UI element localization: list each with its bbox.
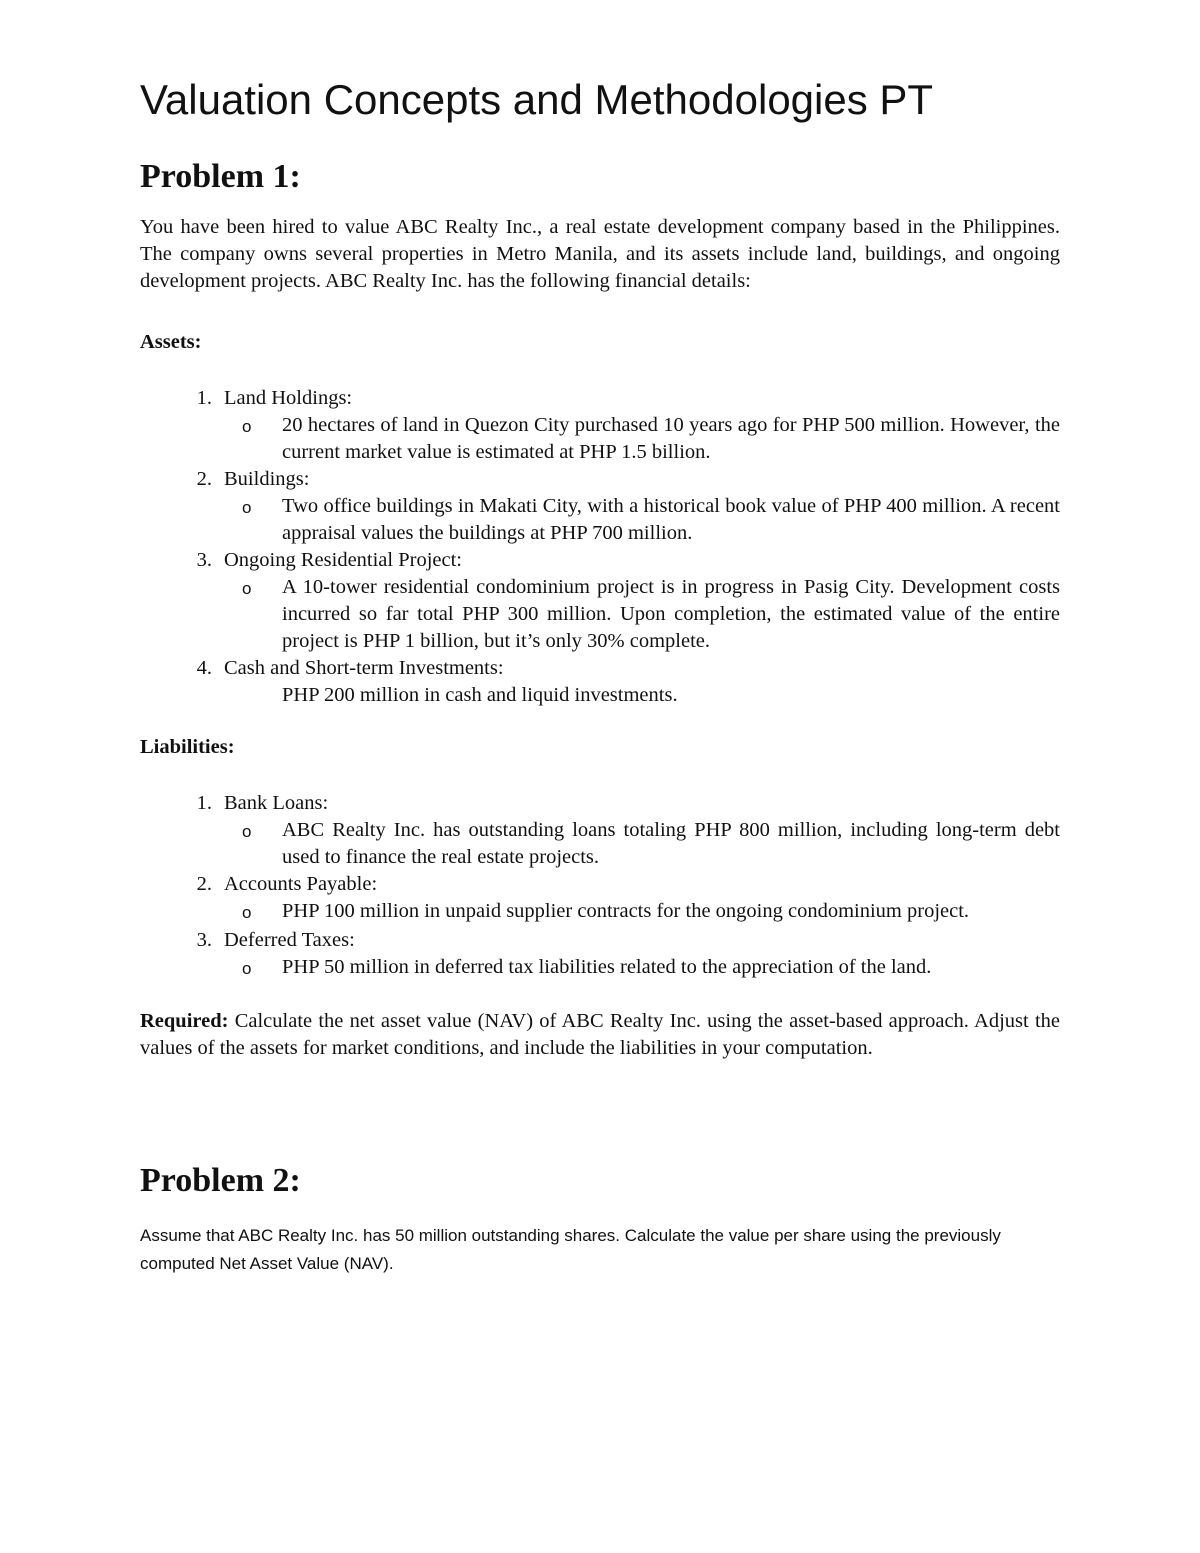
asset-detail: 20 hectares of land in Quezon City purchased 10 years ago for PHP 500 million. However, the current market value is estimated at PHP 1.5 billion. [282, 414, 1060, 463]
problem-1-heading: Problem 1: [140, 158, 301, 195]
asset-item-cash [140, 655, 1060, 709]
required-paragraph [140, 1008, 1060, 1062]
liability-detail: ABC Realty Inc. has outstanding loans totaling PHP 800 million, including long-term debt used to finance the real estate projects. [282, 819, 1060, 868]
required-text: Calculate the net asset value (NAV) of ABC Realty Inc. using the asset-based approach. Adjust the values of the assets for market conditions, and include the liabilities in your computation. [140, 1010, 1060, 1059]
problem-2-heading: Problem 2: [140, 1162, 301, 1199]
list-number: 1. [196, 387, 212, 409]
liabilities-list [140, 790, 1060, 983]
document-title: Valuation Concepts and Methodologies PT [140, 76, 934, 123]
list-number: 3. [196, 929, 212, 951]
bullet-icon: o [242, 959, 252, 978]
asset-detail: PHP 200 million in cash and liquid investments. [282, 684, 678, 706]
list-number: 1. [196, 792, 212, 814]
liability-label: Bank Loans: [224, 792, 329, 814]
liability-item-accounts-payable [140, 871, 1060, 927]
required-label: Required: [140, 1010, 229, 1032]
asset-item-land [140, 385, 1060, 466]
bullet-icon: o [242, 498, 252, 517]
liabilities-label: Liabilities: [140, 736, 235, 758]
list-number: 3. [196, 549, 212, 571]
asset-label: Land Holdings: [224, 387, 353, 409]
list-number: 2. [196, 468, 212, 490]
liability-item-deferred-taxes [140, 927, 1060, 983]
bullet-icon: o [242, 822, 252, 841]
problem-2-text: Assume that ABC Realty Inc. has 50 million outstanding shares. Calculate the value per share using the previously computed Net Asset Value (NAV). [140, 1226, 1001, 1273]
asset-item-residential-project [140, 547, 1060, 655]
asset-label: Cash and Short-term Investments: [224, 657, 504, 679]
assets-label: Assets: [140, 331, 202, 353]
liability-label: Accounts Payable: [224, 873, 378, 895]
bullet-icon: o [242, 417, 252, 436]
list-number: 2. [196, 873, 212, 895]
liability-detail: PHP 50 million in deferred tax liabilities related to the appreciation of the land. [282, 956, 932, 978]
liability-item-bank-loans [140, 790, 1060, 871]
assets-list [140, 385, 1060, 709]
list-number: 4. [196, 657, 212, 679]
liability-detail: PHP 100 million in unpaid supplier contracts for the ongoing condominium project. [282, 900, 970, 922]
liability-label: Deferred Taxes: [224, 929, 355, 951]
bullet-icon: o [242, 903, 252, 922]
problem-1-intro: You have been hired to value ABC Realty Inc., a real estate development company based in the Philippines. The company owns several properties in Metro Manila, and its assets include land, buildings, and ongoing development projects. ABC Realty Inc. has the following financial details: [140, 216, 1060, 292]
asset-label: Ongoing Residential Project: [224, 549, 462, 571]
asset-label: Buildings: [224, 468, 310, 490]
bullet-icon: o [242, 579, 252, 598]
asset-item-buildings [140, 466, 1060, 547]
asset-detail: A 10-tower residential condominium project is in progress in Pasig City. Development costs incurred so far total PHP 300 million. Upon completion, the estimated value of the entire project is PHP 1 billion, but it’s only 30% complete. [282, 576, 1060, 652]
asset-detail: Two office buildings in Makati City, with a historical book value of PHP 400 million. A recent appraisal values the buildings at PHP 700 million. [282, 495, 1060, 544]
